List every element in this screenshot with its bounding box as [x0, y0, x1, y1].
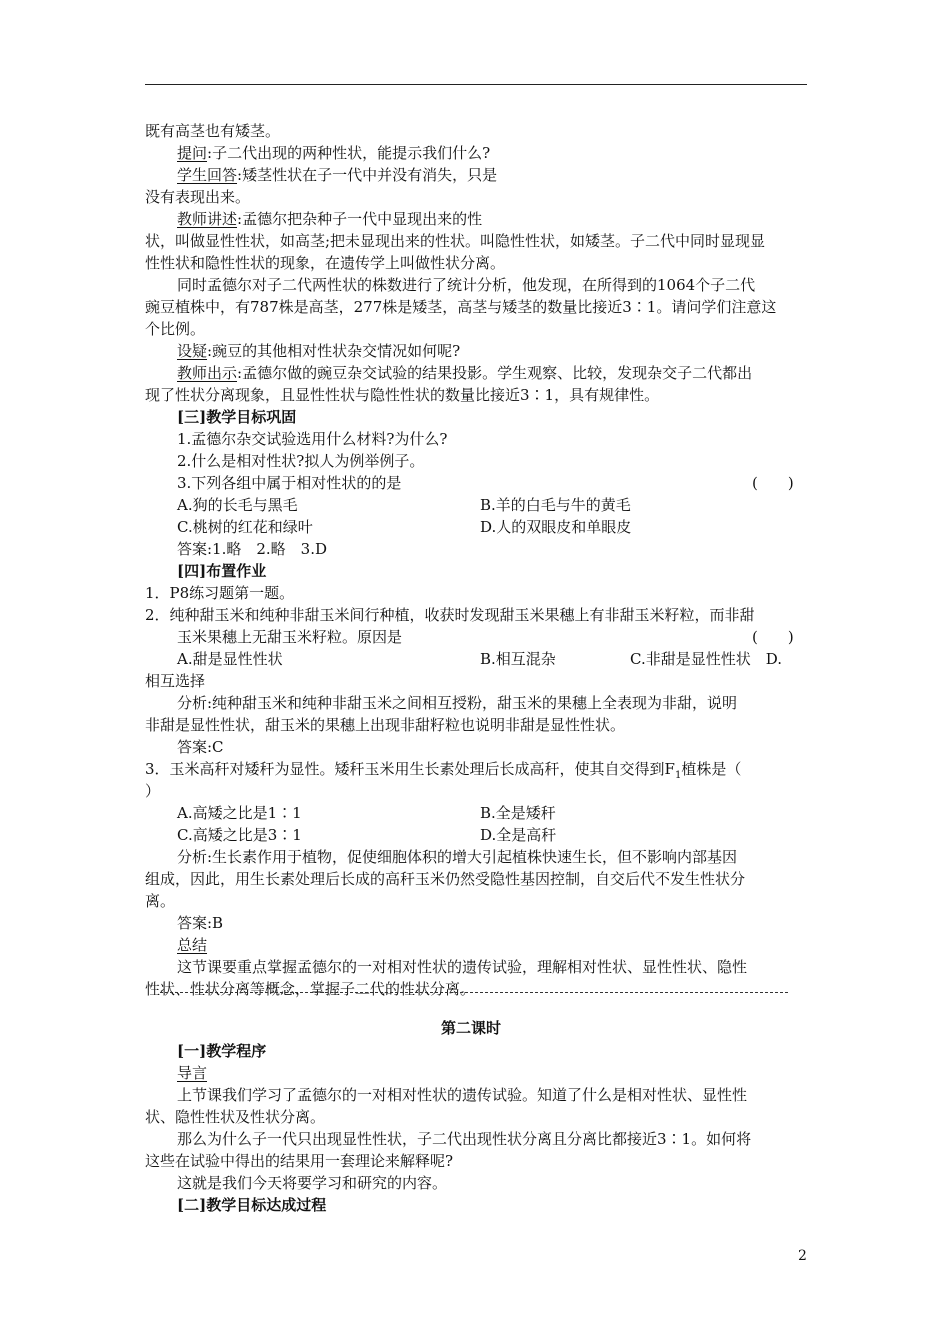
- text-span: 植株是（: [681, 760, 742, 778]
- page-number: 2: [798, 1248, 807, 1264]
- analysis-line: 组成，因此，用生长素处理后长成的高秆玉米仍然受隐性基因控制，自交后代不发生性状分: [145, 870, 746, 888]
- section-heading: [三]教学目标巩固: [177, 408, 297, 426]
- text-line: 同时孟德尔对子二代两性状的株数进行了统计分析，他发现，在所得到的1064个子二代: [177, 276, 756, 294]
- option-b: B.相互混杂: [480, 650, 556, 668]
- option-c: C.高矮之比是3∶1: [177, 826, 302, 844]
- text-line: 没有表现出来。: [145, 188, 251, 206]
- analysis-line: 非甜是显性性状，甜玉米的果穗上出现非甜籽粒也说明非甜是显性性状。: [145, 716, 626, 734]
- answer-line: 答案:B: [177, 914, 224, 932]
- text-line: 玉米果穗上无甜玉米籽粒。原因是: [177, 628, 403, 646]
- text-span: :矮茎性状在子一代中并没有消失，只是: [237, 166, 498, 184]
- text-line: [177, 341, 460, 361]
- option-c: C.桃树的红花和绿叶: [177, 518, 313, 536]
- option-d: D.人的双眼皮和单眼皮: [480, 518, 632, 536]
- label-introduction: 导言: [177, 1064, 208, 1082]
- option-a: A.狗的长毛与黑毛: [177, 496, 298, 514]
- text-line: 既有高茎也有矮茎。: [145, 122, 281, 140]
- text-span: 3．玉米高秆对矮秆为显性。矮秆玉米用生长素处理后长成高秆，使其自交得到F: [145, 760, 675, 778]
- option-d: 相互选择: [145, 672, 206, 690]
- text-line: [177, 209, 482, 229]
- text-line: 上节课我们学习了孟德尔的一对相对性状的遗传试验。知道了什么是相对性状、显性性: [177, 1086, 748, 1104]
- text-line: ）: [145, 782, 161, 800]
- text-line: 豌豆植株中，有787株是高茎，277株是矮茎，高茎与矮茎的数量比接近3∶1。请问学们注意这: [145, 298, 777, 316]
- label-teacher-show: 教师出示: [177, 364, 238, 382]
- header-rule: [145, 84, 807, 85]
- label-summary: 总结: [177, 936, 208, 954]
- option-c: C.非甜是显性性状 D.: [630, 650, 782, 668]
- text-line: 这就是我们今天将要学习和研究的内容。: [177, 1174, 448, 1192]
- option-b: B.全是矮秆: [480, 804, 556, 822]
- analysis-line: 分析:生长素作用于植物，促使细胞体积的增大引起植株快速生长，但不影响内部基因: [177, 848, 738, 866]
- section-heading: [四]布置作业: [177, 562, 267, 580]
- text-span: :孟德尔把杂种子一代中显现出来的性: [237, 210, 483, 228]
- text-line: 状、隐性性状及性状分离。: [145, 1108, 326, 1126]
- text-line: 性性状和隐性性状的现象，在遗传学上叫做性状分离。: [145, 254, 506, 272]
- text-span: :豌豆的其他相对性状杂交情况如何呢?: [207, 342, 461, 360]
- text-line: [177, 165, 497, 185]
- homework-item: 2．纯种甜玉米和纯种非甜玉米间行种植，收获时发现甜玉米果穗上有非甜玉米籽粒，而非甜: [145, 606, 755, 624]
- question-item: 2.什么是相对性状?拟人为例举例子。: [177, 452, 425, 470]
- text-line: 现了性状分离现象，且显性性状与隐性性状的数量比接近3∶1，具有规律性。: [145, 386, 660, 404]
- answer-blank: ( ): [752, 628, 794, 646]
- section-divider: [160, 992, 788, 993]
- summary-line: 这节课要重点掌握孟德尔的一对相对性状的遗传试验，理解相对性状、显性性状、隐性: [177, 958, 748, 976]
- question-item: 1.孟德尔杂交试验选用什么材料?为什么?: [177, 430, 448, 448]
- homework-item: [145, 759, 741, 786]
- text-line: [177, 143, 490, 163]
- label-question: 提问: [177, 144, 208, 162]
- text-line: 个比例。: [145, 320, 206, 338]
- option-a: A.高矮之比是1∶1: [177, 804, 302, 822]
- label-student-answer: 学生回答: [177, 166, 238, 184]
- section-heading: [一]教学程序: [177, 1042, 267, 1060]
- text-span: :子二代出现的两种性状，能提示我们什么?: [207, 144, 491, 162]
- text-line: [177, 363, 752, 383]
- text-line: 状，叫做显性性状，如高茎;把未显现出来的性状。叫隐性性状，如矮茎。子二代中同时显现显: [145, 232, 766, 250]
- lesson-title: 第二课时: [441, 1019, 502, 1037]
- text-span: :孟德尔做的豌豆杂交试验的结果投影。学生观察、比较，发现杂交子二代都出: [237, 364, 753, 382]
- answer-line: 答案:1.略 2.略 3.D: [177, 540, 328, 558]
- text-line: 这些在试验中得出的结果用一套理论来解释呢?: [145, 1152, 454, 1170]
- label-teacher-lecture: 教师讲述: [177, 210, 238, 228]
- option-a: A.甜是显性性状: [177, 650, 283, 668]
- subscript: 1: [674, 770, 682, 781]
- analysis-line: 分析:纯种甜玉米和纯种非甜玉米之间相互授粉，甜玉米的果穗上全表现为非甜，说明: [177, 694, 738, 712]
- section-heading: [二]教学目标达成过程: [177, 1196, 327, 1214]
- summary-line: 性状、性状分离等概念，掌握子二代的性状分离。: [145, 980, 476, 998]
- option-b: B.羊的白毛与牛的黄毛: [480, 496, 631, 514]
- question-item: 3.下列各组中属于相对性状的的是: [177, 474, 402, 492]
- label-hypothesis: 设疑: [177, 342, 208, 360]
- text-line: 那么为什么子一代只出现显性性状，子二代出现性状分离且分离比都接近3∶1。如何将: [177, 1130, 752, 1148]
- option-d: D.全是高秆: [480, 826, 557, 844]
- analysis-line: 离。: [145, 892, 176, 910]
- answer-line: 答案:C: [177, 738, 224, 756]
- answer-blank: ( ): [752, 474, 794, 492]
- homework-item: 1．P8练习题第一题。: [145, 584, 295, 602]
